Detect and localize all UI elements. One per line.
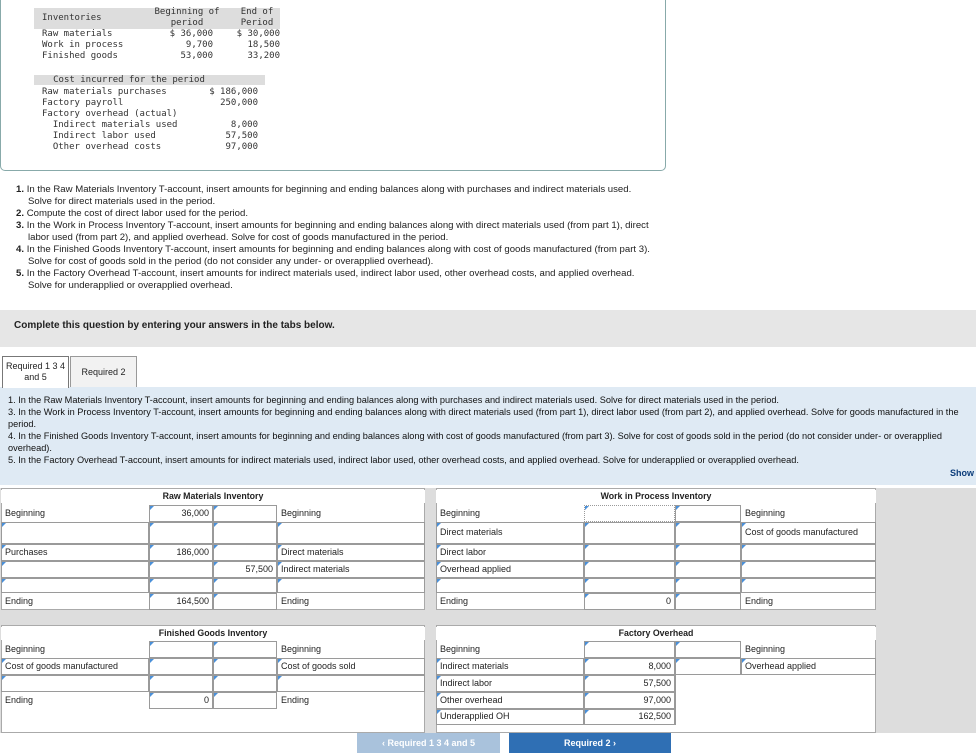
fg-input-right-amount-row3[interactable] (213, 675, 277, 692)
panel-instruction: 3. In the Work in Process Inventory T-account, insert amounts for beginning and ending balances along with direct materials used (from part 1), direct labor used (from part 2), and applied overhead. Solve for goods manufactured in the period. (8, 407, 959, 429)
rm-input-label-row4[interactable] (1, 561, 149, 578)
wip-input-right-ending[interactable] (675, 593, 741, 610)
inventory-header-end: End of Period (240, 7, 274, 28)
fg-input-beginning[interactable] (149, 641, 213, 658)
rm-value-purchases: 186,000 (176, 547, 209, 557)
panel-instruction: 1. In the Raw Materials Inventory T-account, insert amounts for beginning and ending balances along with purchases and indirect materials used. Solve for direct materials used in the period. (8, 395, 779, 405)
wip-input-label-row5[interactable] (436, 578, 584, 593)
inv-row-end: 18,500 (247, 40, 280, 50)
rm-input-right-amount-row5[interactable] (213, 578, 277, 593)
wip-label-direct-materials: Direct materials (440, 527, 503, 537)
raw-materials-title: Raw Materials Inventory (1, 490, 425, 503)
rm-input-amount-row4[interactable] (149, 561, 213, 578)
fg-input-right-label-row3[interactable] (277, 675, 425, 692)
fg-label-cogs: Cost of goods sold (281, 661, 356, 671)
panel-instruction: 5. In the Factory Overhead T-account, insert amounts for indirect materials used, indirect labor used, other overhead costs, and applied overhead. Solve for underapplied or overapplied overhead. (8, 455, 799, 465)
fo-value-indirect-materials: 8,000 (648, 661, 671, 671)
instructions-panel (0, 387, 976, 485)
wip-value-ending: 0 (665, 596, 671, 606)
inv-row-beg: $ 36,000 (169, 29, 213, 39)
inv-row-beg: 53,000 (180, 51, 213, 61)
question-item: 1. In the Raw Materials Inventory T-account, insert amounts for beginning and ending balances along with purchases and indirect materials used. Solve for direct materials used in the period. (16, 184, 632, 207)
inv-row-beg: 9,700 (185, 40, 213, 50)
fg-input-label-row3[interactable] (1, 675, 149, 692)
fo-value-other-overhead: 97,000 (643, 695, 671, 705)
wip-label-cogm: Cost of goods manufactured (745, 527, 859, 537)
cost-header: Cost incurred for the period (53, 75, 205, 85)
cost-row-label: Other overhead costs (42, 142, 162, 152)
wip-input-right-row3[interactable] (675, 544, 741, 561)
wip-label-right-ending: Ending (745, 596, 774, 606)
next-button[interactable]: Required 2 › (509, 733, 671, 753)
wip-input-cogm[interactable] (675, 522, 741, 544)
inventory-header-label: Inventories (42, 13, 102, 23)
fo-value-indirect-labor: 57,500 (643, 678, 671, 688)
fo-label-indirect-labor: Indirect labor (440, 678, 493, 688)
fg-label-right-beginning: Beginning (281, 644, 322, 654)
cost-row-label: Factory overhead (actual) (42, 109, 178, 119)
cost-row-value: 57,500 (225, 131, 258, 141)
fg-label-cogm: Cost of goods manufactured (5, 661, 119, 671)
rm-label-purchases: Purchases (5, 547, 48, 557)
wip-label-ending: Ending (440, 596, 469, 606)
wip-input-right-row4[interactable] (675, 561, 741, 578)
tab-required-1-3-4-5[interactable]: Required 1 3 4 and 5 (2, 356, 69, 388)
wip-input-beginning[interactable] (584, 505, 675, 522)
rm-input-right-beginning[interactable] (213, 505, 277, 522)
fg-label-beginning: Beginning (5, 644, 46, 654)
tab-required-2[interactable]: Required 2 (70, 356, 137, 387)
cost-row-value: $ 186,000 (209, 87, 258, 97)
cost-row-value: 250,000 (220, 98, 258, 108)
fg-input-right-ending[interactable] (213, 692, 277, 709)
rm-value-indirect-materials: 57,500 (245, 564, 273, 574)
factory-overhead-title: Factory Overhead (436, 627, 876, 640)
wip-input-right-row5[interactable] (675, 578, 741, 593)
wip-input-right-label-row4[interactable] (741, 561, 876, 578)
wip-input-overhead-applied[interactable] (584, 561, 675, 578)
fo-label-indirect-materials: Indirect materials (440, 661, 509, 671)
fg-label-right-ending: Ending (281, 695, 310, 705)
wip-input-direct-labor[interactable] (584, 544, 675, 561)
wip-input-direct-materials[interactable] (584, 522, 675, 544)
wip-input-amount-row5[interactable] (584, 578, 675, 593)
inv-row-label: Raw materials (42, 29, 113, 39)
fo-input-right-beginning[interactable] (675, 641, 741, 658)
show-link[interactable]: Show (950, 468, 974, 478)
cost-row-value: 8,000 (230, 120, 258, 130)
inv-row-end: $ 30,000 (236, 29, 280, 39)
wip-label-direct-labor: Direct labor (440, 547, 487, 557)
question-item: 3. In the Work in Process Inventory T-account, insert amounts for beginning and ending balances along with direct materials used (from part 1), direct labor used (from part 2), and applied overhead. Solve for cost of goods manufactured in the period. (16, 220, 649, 243)
rm-input-amount-row2[interactable] (149, 522, 213, 544)
wip-title: Work in Process Inventory (436, 490, 876, 503)
prev-button[interactable]: ‹ Required 1 3 4 and 5 (357, 733, 500, 753)
finished-goods-title: Finished Goods Inventory (1, 627, 425, 640)
fg-input-cogs[interactable] (213, 658, 277, 675)
fo-label-beginning: Beginning (440, 644, 481, 654)
cost-row-label: Indirect materials used (42, 120, 178, 130)
fo-input-beginning[interactable] (584, 641, 675, 658)
question-item: 2. Compute the cost of direct labor used for the period. (16, 208, 248, 219)
rm-input-right-ending[interactable] (213, 593, 277, 610)
wip-label-overhead-applied: Overhead applied (440, 564, 512, 574)
fg-input-cogm[interactable] (149, 658, 213, 675)
fg-input-right-beginning[interactable] (213, 641, 277, 658)
cost-row-label: Factory payroll (42, 98, 124, 108)
wip-input-right-label-row5[interactable] (741, 578, 876, 593)
fg-value-ending: 0 (203, 695, 209, 705)
rm-input-direct-materials[interactable] (213, 544, 277, 561)
fo-input-overhead-applied[interactable] (675, 658, 741, 675)
inv-row-end: 33,200 (247, 51, 280, 61)
rm-label-right-beginning: Beginning (281, 508, 322, 518)
rm-label-beginning: Beginning (5, 508, 46, 518)
panel-instruction: 4. In the Finished Goods Inventory T-account, insert amounts for beginning and ending balances along with cost of goods manufactured (from part 3). Solve for cost of goods sold in the period (do not consider under- or overapplied overhead). (8, 431, 942, 453)
rm-label-right-ending: Ending (281, 596, 310, 606)
rm-input-right-label-row2[interactable] (277, 522, 425, 544)
wip-input-right-beginning[interactable] (675, 505, 741, 522)
rm-label-direct-materials: Direct materials (281, 547, 344, 557)
wip-label-beginning: Beginning (440, 508, 481, 518)
cost-row-label: Indirect labor used (42, 131, 156, 141)
fo-value-underapplied: 162,500 (638, 711, 671, 721)
rm-input-amount-row5[interactable] (149, 578, 213, 593)
rm-input-right-amount-row2[interactable] (213, 522, 277, 544)
inv-row-label: Work in process (42, 40, 124, 50)
question-item: 4. In the Finished Goods Inventory T-account, insert amounts for beginning and ending balances along with cost of goods manufactured (from part 3). Solve for cost of goods sold in the period (do not consider any under- or overapplied overhead). (16, 244, 650, 267)
question-list (16, 184, 656, 292)
question-item: 5. In the Factory Overhead T-account, insert amounts for indirect materials used, indirect labor used, other overhead costs, and applied overhead. Solve for underapplied or overapplied overhead. (16, 268, 635, 291)
rm-input-right-label-row5[interactable] (277, 578, 425, 593)
info-box (0, 0, 666, 171)
rm-input-label-row5[interactable] (1, 578, 149, 593)
inventory-header-beginning: Beginning of period (154, 7, 220, 28)
fg-input-amount-row3[interactable] (149, 675, 213, 692)
rm-label-indirect-materials: Indirect materials (281, 564, 350, 574)
inv-row-label: Finished goods (42, 51, 118, 61)
rm-value-beginning: 36,000 (181, 508, 209, 518)
wip-label-right-beginning: Beginning (745, 508, 786, 518)
rm-value-ending: 164,500 (176, 596, 209, 606)
fg-label-ending: Ending (5, 695, 34, 705)
fo-label-overhead-applied: Overhead applied (745, 661, 817, 671)
cost-row-value: 97,000 (225, 142, 258, 152)
cost-row-label: Raw materials purchases (42, 87, 167, 97)
rm-label-ending: Ending (5, 596, 34, 606)
fo-label-right-beginning: Beginning (745, 644, 786, 654)
fo-label-underapplied: Underapplied OH (440, 711, 510, 721)
instruction-bar: Complete this question by entering your answers in the tabs below. (0, 310, 976, 347)
rm-input-label-row2[interactable] (1, 522, 149, 544)
fo-label-other-overhead: Other overhead (440, 695, 503, 705)
wip-input-right-label-row3[interactable] (741, 544, 876, 561)
